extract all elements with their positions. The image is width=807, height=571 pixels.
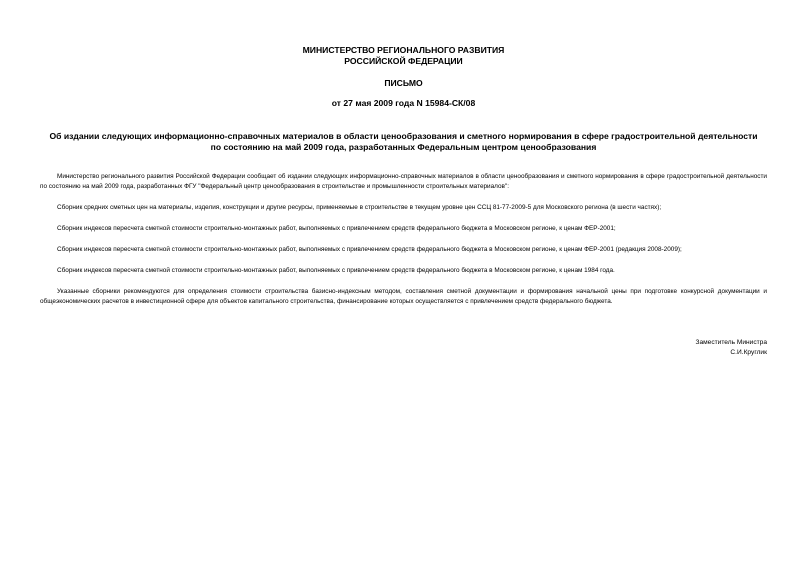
body-paragraph-4 [40,245,767,255]
document-date-number: от 27 мая 2009 года N 15984-СК/08 [331,98,476,108]
paragraph-text: Министерство регионального развития Российской Федерации сообщает об издании следующих информационно-справочных материалов в области ценообразования и сметного нормирования в сфере градостроительной деятельности по состоянию на май 2009 года, разработанных ФГУ "Федеральный центр ценообразования в строительстве и промышленности строительных материалов": [40,173,767,190]
body-paragraph-6 [40,287,767,306]
document-title-line-1: Об издании следующих информационно-справочных материалов в области ценообразования и сметного нормирования в сфере градостроительной деятельности [49,131,758,141]
document-title-line-2: по состоянию на май 2009 года, разработанных Федеральным центром ценообразования [210,142,597,152]
paragraph-text: Сборник индексов пересчета сметной стоимости строительно-монтажных работ, выполняемых с привлечением средств федерального бюджета в Московском регионе, к ценам ФЕР-2001 (редакция 2008-2009); [57,246,682,253]
paragraph-text: Сборник индексов пересчета сметной стоимости строительно-монтажных работ, выполняемых с привлечением средств федерального бюджета в Московском регионе, к ценам 1984 года. [57,267,615,274]
document-type: ПИСЬМО [384,78,423,88]
body-paragraph-5 [40,266,767,276]
signatory-name: С.И.Круглик [730,349,767,356]
ministry-name [0,45,807,67]
body-paragraph-1 [40,172,767,191]
paragraph-text: Сборник средних сметных цен на материалы, изделия, конструкции и другие ресурсы, применяемые в строительстве в текущем уровне цен ССЦ 81-77-2009-5 для Московского региона (в шести частях); [57,204,662,211]
document-title [40,131,767,153]
signatory-position: Заместитель Министра [695,339,767,346]
ministry-name-line-1: МИНИСТЕРСТВО РЕГИОНАЛЬНОГО РАЗВИТИЯ [302,45,505,55]
body-paragraph-3 [40,224,767,234]
body-paragraph-2 [40,203,767,213]
ministry-name-line-2: РОССИЙСКОЙ ФЕДЕРАЦИИ [344,56,463,66]
paragraph-text: Сборник индексов пересчета сметной стоимости строительно-монтажных работ, выполняемых с привлечением средств федерального бюджета в Московском регионе, к ценам ФЕР-2001; [57,225,616,232]
paragraph-text: Указанные сборники рекомендуются для определения стоимости строительства базисно-индексным методом, составления сметной документации и формирования начальной цены при подготовке конкурсной документации и общеэкономических расчетов в инвестиционной сфере для объектов капитального строительства, финансирование которых осуществляется с привлечением средств федерального бюджета. [40,288,767,305]
signature-block [695,338,767,358]
